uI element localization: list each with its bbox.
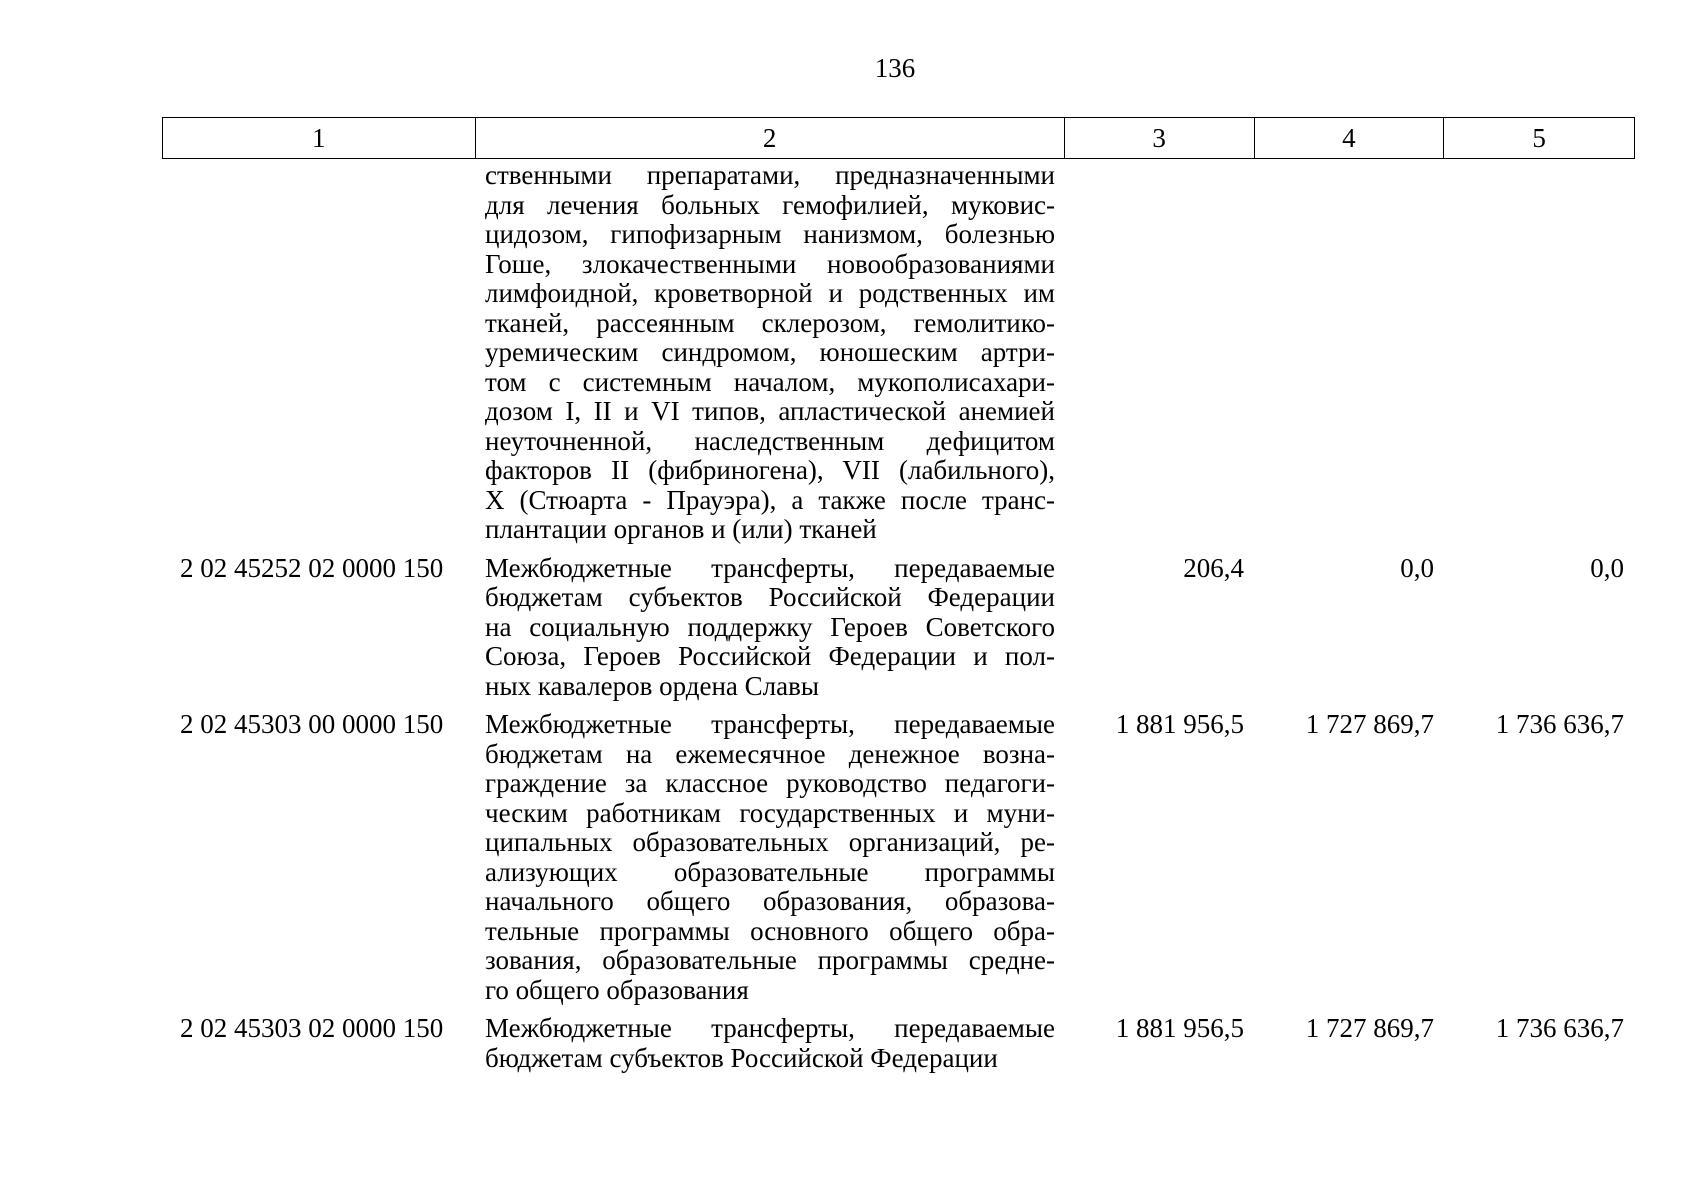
row-value-col-5: 0,0: [1590, 552, 1624, 583]
table-row: [162, 710, 1635, 1005]
description-line: факторов II (фибриногена), VII (лабильного),: [485, 455, 1055, 485]
header-col-5: 5: [1532, 122, 1546, 153]
description-line: лимфоидной, кроветворной и родственных им: [485, 278, 1055, 308]
row-code: [162, 161, 475, 545]
header-col-2: 2: [476, 118, 1065, 158]
description-line: том с системным началом, мукополисахари-: [485, 366, 1055, 397]
header-col-1: 1: [163, 118, 476, 158]
description-line: тканей, рассеянным склерозом, гемолитико-: [485, 307, 1055, 338]
description-line: плантации органов и (или) тканей: [485, 514, 877, 544]
description-line: на социальную поддержку Героев Советского: [485, 611, 1055, 642]
description-line: Гоше, злокачественными новообразованиями: [485, 248, 1055, 279]
description-line: тельные программы основного общего обра-: [485, 915, 1055, 946]
row-value-col-4: [1255, 161, 1445, 545]
row-code: 2 02 45303 00 0000 150: [180, 709, 444, 739]
table-body: [162, 161, 1635, 1073]
table-row: [162, 161, 1635, 545]
row-code: 2 02 45252 02 0000 150: [180, 552, 444, 583]
description-line: Союза, Героев Российской Федерации и пол-: [485, 641, 1055, 671]
description-line: ализующих образовательные программы: [485, 856, 1055, 887]
row-value-col-3: 1 881 956,5: [1115, 1013, 1244, 1043]
description-line: цидозом, гипофизарным нанизмом, болезнью: [485, 219, 1055, 249]
row-value-col-4: 0,0: [1400, 552, 1434, 583]
table-row: [162, 1014, 1635, 1073]
description-line: бюджетам субъектов Российской Федерации: [485, 582, 1055, 612]
row-value-col-3: 206,4: [1183, 552, 1244, 583]
description-line: дозом I, II и VI типов, апластической анемией: [485, 396, 1055, 426]
description-line: неуточненной, наследственным дефицитом: [485, 425, 1055, 456]
budget-table: [162, 117, 1635, 1073]
header-col-3: 3: [1065, 118, 1255, 158]
description-line: X (Стюарта - Прауэра), а также после транс-: [485, 484, 1055, 515]
table-row: [162, 554, 1635, 702]
description-line: зования, образовательные программы средне-: [485, 945, 1055, 975]
row-value-col-5: 1 736 636,7: [1495, 1013, 1624, 1043]
description-line: го общего образования: [485, 974, 749, 1005]
description-line: уремическим синдромом, юношеским артри-: [485, 337, 1055, 367]
description-line: ственными препаратами, предназначенными: [485, 160, 1055, 190]
table-header-row: [162, 117, 1635, 159]
description-line: бюджетам на ежемесячное денежное возна-: [485, 738, 1055, 769]
row-description: [475, 161, 1065, 545]
row-description: [475, 710, 1065, 1005]
header-col-4: 4: [1255, 118, 1445, 158]
row-description: [475, 554, 1065, 702]
description-line: ных кавалеров ордена Славы: [485, 670, 820, 701]
row-value-col-3: 1 881 956,5: [1115, 709, 1244, 739]
description-line: начального общего образования, образова-: [485, 886, 1055, 916]
description-line: Межбюджетные трансферты, передаваемые: [485, 552, 1055, 583]
description-line: граждение за классное руководство педагоги-: [485, 768, 1055, 798]
description-line: ципальных образовательных организаций, ре-: [485, 827, 1055, 857]
row-description: [475, 1014, 1065, 1073]
description-line: Межбюджетные трансферты, передаваемые: [485, 1013, 1055, 1043]
row-value-col-5: [1445, 161, 1635, 545]
description-line: для лечения больных гемофилией, муковис-: [485, 189, 1055, 220]
row-value-col-4: 1 727 869,7: [1305, 709, 1434, 739]
row-value-col-4: 1 727 869,7: [1305, 1013, 1434, 1043]
page-number: 136: [874, 53, 916, 83]
row-value-col-3: [1065, 161, 1255, 545]
description-line: бюджетам субъектов Российской Федерации: [485, 1042, 998, 1073]
row-code: 2 02 45303 02 0000 150: [180, 1013, 444, 1043]
description-line: Межбюджетные трансферты, передаваемые: [485, 709, 1055, 739]
description-line: ческим работникам государственных и муни-: [485, 797, 1055, 828]
row-value-col-5: 1 736 636,7: [1495, 709, 1624, 739]
